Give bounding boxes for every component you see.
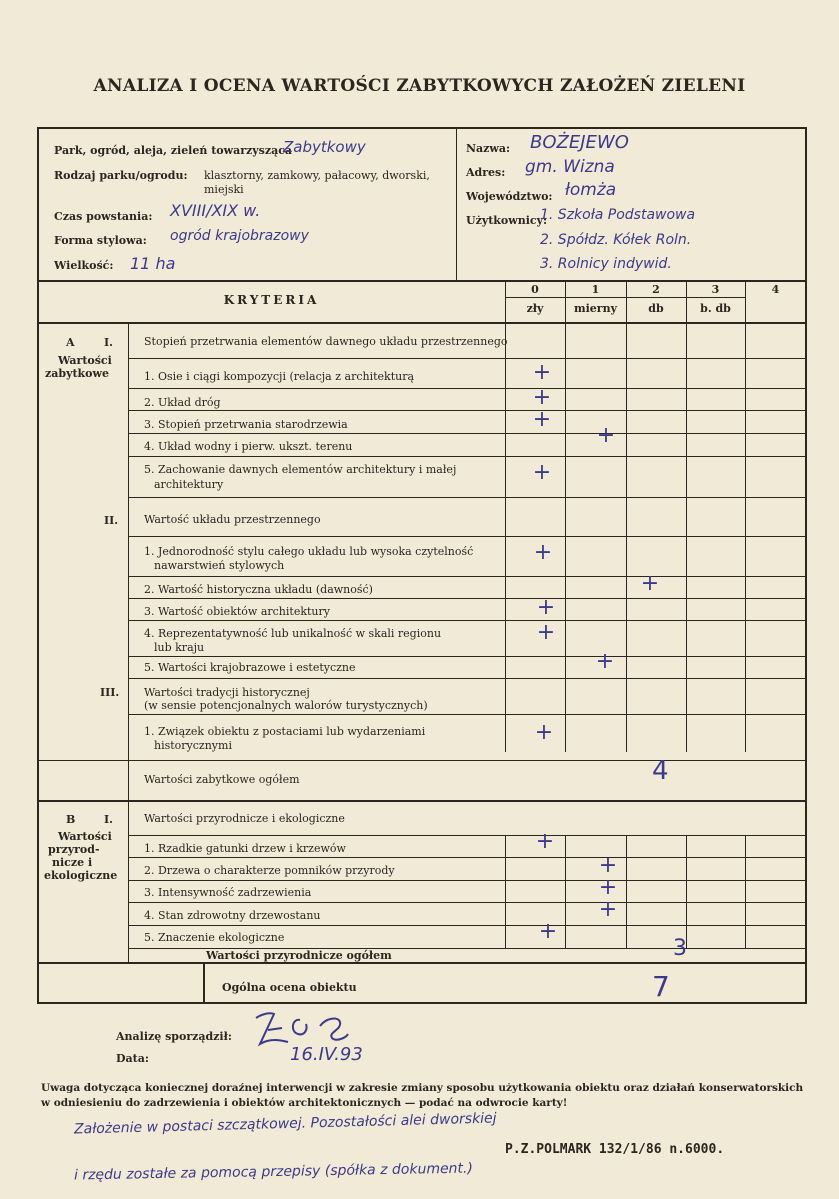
criterion-a1-5: 5. Zachowanie dawnych elementów architektury i małej: [144, 463, 457, 476]
users-label: Użytkownicy:: [466, 214, 548, 227]
score-label-1: mierny: [573, 302, 617, 315]
object-type-value: Zabytkowy: [283, 138, 366, 156]
section-a-group-2: zabytkowe: [45, 367, 109, 380]
criterion-a2-4-cont: lub kraju: [154, 641, 205, 654]
score-4: 4: [771, 283, 780, 296]
form-title: ANALIZA I OCENA WARTOŚCI ZABYTKOWYCH ZAŁOŻEŃ ZIELENI: [93, 76, 746, 96]
criterion-a1-5-cont: architektury: [154, 478, 224, 491]
score-label-0: zły: [526, 302, 544, 315]
voivodeship-label: Województwo:: [466, 190, 553, 203]
user-1: 1. Szkoła Podstawowa: [540, 207, 696, 223]
mark-a2-2: +: [640, 571, 660, 596]
mark-a1-4: +: [596, 423, 616, 448]
section-a2-title: Wartość układu przestrzennego: [144, 513, 321, 526]
score-1: 1: [591, 283, 600, 296]
created-label: Czas powstania:: [54, 210, 153, 223]
section-a-roman-1: I.: [104, 336, 113, 349]
mark-a2-4: +: [536, 620, 556, 645]
voivodeship-value: łomża: [565, 180, 617, 200]
criterion-a1-3: 3. Stopień przetrwania starodrzewia: [144, 418, 348, 431]
park-kind-label: Rodzaj parku/ogrodu:: [54, 169, 188, 182]
overall-value: 7: [652, 970, 670, 1003]
created-value: XVIII/XIX w.: [170, 201, 261, 220]
name-label: Nazwa:: [466, 142, 511, 155]
criterion-a2-1-cont: nawarstwień stylowych: [154, 559, 285, 572]
size-label: Wielkość:: [54, 259, 114, 272]
mark-b1-3: +: [598, 875, 618, 900]
mark-b1-1: +: [535, 829, 555, 854]
park-kind-options-2: miejski: [204, 183, 244, 196]
section-a-roman-3: III.: [100, 686, 120, 699]
criterion-b1-4: 4. Stan zdrowotny drzewostanu: [144, 909, 321, 922]
section-b-letter: B: [66, 813, 76, 826]
section-b-total-label: Wartości przyrodnicze ogółem: [206, 949, 392, 962]
criterion-b1-3: 3. Intensywność zadrzewienia: [144, 886, 312, 899]
handwritten-note-1: Założenie w postaci szczątkowej. Pozostałości alei dworskiej: [73, 1110, 497, 1138]
criterion-a2-3: 3. Wartość obiektów architektury: [144, 605, 330, 618]
mark-b1-4: +: [598, 897, 618, 922]
notice-line-1: Uwaga dotycząca koniecznej doraźnej interwencji w zakresie zmiany sposobu użytkowania obiektu oraz działań konserwatorskich: [41, 1082, 804, 1094]
notice-line-2: w odniesieniu do zadrzewienia i obiektów architektonicznych — podać na odwrocie karty!: [41, 1097, 568, 1109]
criterion-b1-5: 5. Znaczenie ekologiczne: [144, 931, 285, 944]
criterion-b1-1: 1. Rzadkie gatunki drzew i krzewów: [144, 842, 346, 855]
park-kind-options: klasztorny, zamkowy, pałacowy, dworski,: [204, 169, 430, 182]
mark-a1-2: +: [532, 385, 552, 410]
mark-b1-2: +: [598, 853, 618, 878]
score-2: 2: [652, 283, 660, 296]
score-label-2: db: [648, 302, 664, 315]
section-b-group: Wartości: [58, 830, 112, 843]
overall-label: Ogólna ocena obiektu: [222, 981, 357, 994]
section-a3-title: Wartości tradycji historycznej: [144, 686, 310, 699]
mark-a1-3: +: [532, 407, 552, 432]
score-label-3: b. db: [700, 302, 731, 315]
section-a-total-label: Wartości zabytkowe ogółem: [144, 773, 300, 786]
section-b1-title: Wartości przyrodnicze i ekologiczne: [144, 812, 345, 825]
mark-a2-3: +: [536, 595, 556, 620]
criterion-a3-1: 1. Związek obiektu z postaciami lub wydarzeniami: [144, 725, 426, 738]
name-value: BOŻEJEWO: [530, 132, 629, 153]
size-value: 11 ha: [130, 254, 176, 273]
section-b-total-value: 3: [673, 936, 687, 961]
section-b-roman-1: I.: [104, 813, 113, 826]
criterion-a2-5: 5. Wartości krajobrazowe i estetyczne: [144, 661, 356, 674]
criterion-a1-4: 4. Układ wodny i pierw. ukszt. terenu: [144, 440, 353, 453]
section-b-group-4: ekologiczne: [44, 869, 118, 882]
criterion-a2-4: 4. Reprezentatywność lub unikalność w skali regionu: [144, 627, 442, 640]
mark-a1-5: +: [532, 460, 552, 485]
criterion-a1-2: 2. Układ dróg: [144, 396, 221, 409]
mark-a2-5: +: [595, 649, 615, 674]
section-b-group-2: przyrod-: [48, 843, 100, 856]
criterion-b1-2: 2. Drzewa o charakterze pomników przyrody: [144, 864, 395, 877]
prepared-by-label: Analizę sporządził:: [116, 1030, 232, 1043]
mark-a3-1: +: [534, 720, 554, 745]
object-type-label: Park, ogród, aleja, zieleń towarzysząca: [54, 144, 293, 157]
section-a-roman-2: II.: [104, 514, 119, 527]
date-label: Data:: [116, 1052, 149, 1065]
criteria-heading: KRYTERIA: [223, 293, 320, 307]
user-2: 2. Spółdz. Kółek Roln.: [540, 232, 692, 248]
score-3: 3: [711, 283, 720, 296]
criterion-a3-1-cont: historycznymi: [154, 739, 232, 752]
address-label: Adres:: [466, 166, 506, 179]
print-code: P.Z.POLMARK 132/1/86 n.6000.: [505, 1142, 725, 1157]
criterion-a2-1: 1. Jednorodność stylu całego układu lub wysoka czytelność: [144, 545, 474, 558]
style-value: ogród krajobrazowy: [170, 228, 309, 244]
mark-a2-1: +: [533, 540, 553, 565]
mark-b1-5: +: [538, 919, 558, 944]
section-a-total-value: 4: [652, 756, 669, 786]
mark-a1-1: +: [532, 360, 552, 385]
criterion-a1-1: 1. Osie i ciągi kompozycji (relacja z architekturą: [144, 370, 415, 383]
section-a1-title: Stopień przetrwania elementów dawnego układu przestrzennego: [144, 335, 508, 348]
score-0: 0: [531, 283, 539, 296]
style-label: Forma stylowa:: [54, 234, 147, 247]
section-b-group-3: nicze i: [52, 856, 93, 869]
section-a-letter: A: [66, 336, 75, 349]
criterion-a2-2: 2. Wartość historyczna układu (dawność): [144, 583, 373, 596]
handwritten-note-2: i rzędu zostałe za pomocą przepisy (spółka z dokument.): [73, 1160, 474, 1184]
user-3: 3. Rolnicy indywid.: [540, 256, 672, 272]
address-value: gm. Wizna: [525, 157, 615, 177]
section-a-group: Wartości: [58, 354, 112, 367]
date-value: 16.IV.93: [290, 1044, 363, 1065]
section-a3-subtitle: (w sensie potencjonalnych walorów turystycznych): [144, 699, 428, 712]
